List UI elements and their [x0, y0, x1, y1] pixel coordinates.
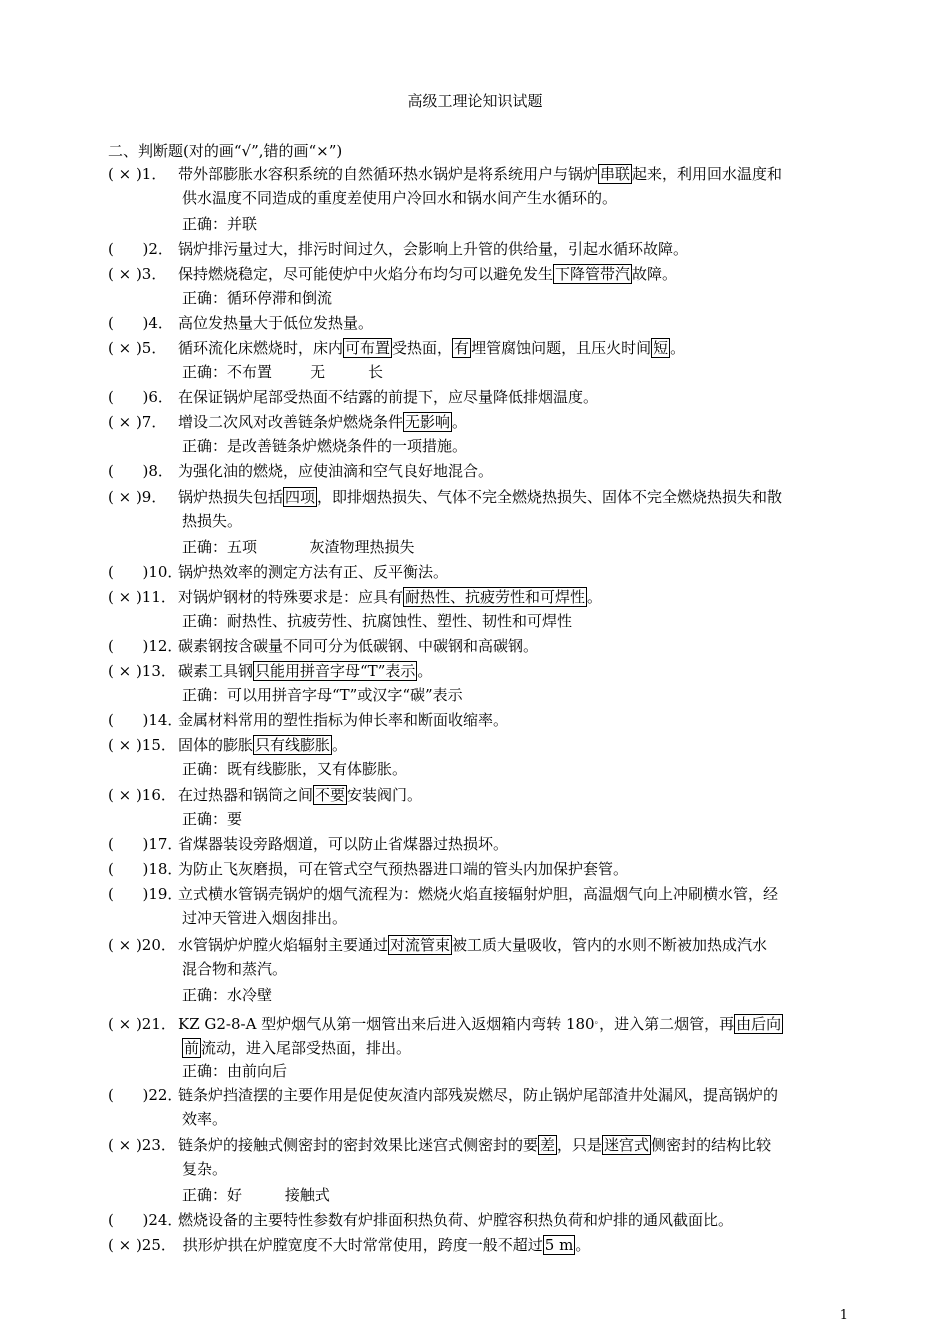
question-19: ( )19．立式横水管锅壳锅炉的烟气流程为：燃烧火焰直接辐射炉胆，高温烟气向上冲刷横水管，经 过冲天管进入烟囱排出。 — [108, 885, 779, 927]
boxed-term: 无影响 — [405, 413, 451, 431]
question-22: ( )22．链条炉挡渣摆的主要作用是促使灰渣内部残炭燃尽，防止锅炉尾部渣井处漏风，提高锅炉的 效率。 — [108, 1086, 779, 1128]
answer-mark: ( × )1． — [108, 165, 167, 183]
boxed-term: 可布置 — [345, 339, 391, 357]
question-10: ( )10．锅炉热效率的测定方法有正、反平衡法。 — [108, 563, 449, 581]
boxed-term: 只能用拼音字母“T”表示 — [255, 662, 416, 680]
boxed-term: 5 m — [544, 1236, 574, 1254]
correction: 正确：由前向后 — [182, 1062, 288, 1080]
question-5: ( × )5． 循环流化床燃烧时，床内 可布置 受热面， 有 埋管腐蚀问题，且压火时间 短 。 — [108, 339, 686, 357]
correction: 正确：五项 灰渣物理热损失 — [182, 538, 415, 556]
section-heading: 二、判断题(对的画“√”,错的画“×”) — [108, 142, 343, 160]
question-9: ( × )9． 锅炉热损失包括 四项 ，即排烟热损失、气体不完全燃烧热损失、固体不完全燃烧热损失和散 热损失。 — [108, 488, 783, 530]
question-25: ( × )25． 拱形炉拱在炉膛宽度不大时常常使用，跨度一般不超过 5 m 。 — [108, 1236, 591, 1254]
question-6: ( )6． 在保证锅炉尾部受热面不结露的前提下，应尽量降低排烟温度。 — [108, 388, 599, 406]
boxed-term: 短 — [653, 339, 669, 357]
correction: 正确：既有线膨胀，又有体膨胀。 — [182, 760, 408, 778]
boxed-term: 下降管带汽 — [555, 265, 631, 283]
boxed-term: 只有线膨胀 — [255, 736, 331, 754]
question-8: ( )8． 为强化油的燃烧，应使油滴和空气良好地混合。 — [108, 462, 494, 480]
question-4: ( )4． 高位发热量大于低位发热量。 — [108, 314, 374, 332]
correction: 正确：循环停滞和倒流 — [182, 289, 333, 307]
question-3: ( × )3． 保持燃烧稳定，尽可能使炉中火焰分布均匀可以避免发生 下降管带汽 故障。 — [108, 265, 678, 283]
question-13: ( × )13． 碳素工具钢 只能用拼音字母“T”表示 。 — [108, 662, 433, 680]
boxed-term: 串联 — [600, 165, 631, 183]
correction: 正确：水冷壁 — [182, 986, 273, 1004]
correction: 正确：不布置 无 长 — [182, 363, 384, 381]
question-12: ( )12．碳素钢按含碳量不同可分为低碳钢、中碳钢和高碳钢。 — [108, 637, 539, 655]
question-17: ( )17．省煤器装设旁路烟道，可以防止省煤器过热损坏。 — [108, 835, 509, 853]
question-24: ( )24．燃烧设备的主要特性参数有炉排面积热负荷、炉膛容积热负荷和炉排的通风截面比。 — [108, 1211, 734, 1229]
document-title: 高级工理论知识试题 — [407, 92, 543, 110]
correction: 正确：耐热性、抗疲劳性、抗腐蚀性、塑性、韧性和可焊性 — [182, 612, 573, 630]
boxed-term: 迷宫式 — [604, 1136, 650, 1154]
question-16: ( × )16． 在过热器和锅筒之间 不要 安装阀门。 — [108, 786, 423, 804]
page-number: 1 — [839, 1308, 848, 1323]
boxed-term: 对流管束 — [390, 936, 451, 954]
correction: 正确：是改善链条炉燃烧条件的一项措施。 — [182, 437, 468, 455]
boxed-term: 四项 — [285, 488, 316, 506]
question-23: ( × )23． 链条炉的接触式侧密封的密封效果比迷宫式侧密封的要 差 ，只是 迷宫式 侧密封的结构比较 复杂。 — [108, 1136, 772, 1178]
question-2: ( )2． 锅炉排污量过大，排污时间过久，会影响上升管的供给量，引起水循环故障。 — [108, 240, 689, 258]
boxed-term: 由后向 — [736, 1015, 782, 1033]
question-1: ( × )1． 带外部膨胀水容积系统的自然循环热水锅炉是将系统用户与锅炉 串联 起来，利用回水温度和 供水温度不同造成的重度差使用户冷回水和锅水间产生水循环的。 — [108, 162, 853, 210]
question-21: ( × )21． KZ G2-8-A 型炉烟气从第一烟管出来后进入返烟箱内弯转 180。，进入第二烟管，再 由后向 前 流动，进入尾部受热面，排出。 — [108, 1015, 782, 1057]
question-11: ( × )11． 对锅炉钢材的特殊要求是：应具有 耐热性、抗疲劳性和可焊性 。 — [108, 588, 603, 606]
boxed-term: 耐热性、抗疲劳性和可焊性 — [405, 588, 586, 606]
correction: 正确：可以用拼音字母“T”或汉字“碳”表示 — [182, 686, 463, 704]
correction: 正确：好 接触式 — [182, 1186, 330, 1204]
question-7: ( × )7． 增设二次风对改善链条炉燃烧条件 无影响 。 — [108, 413, 468, 431]
question-20: ( × )20． 水管锅炉炉膛火焰辐射主要通过 对流管束 被工质大量吸收，管内的水则不断被加热成汽水 混合物和蒸汽。 — [108, 936, 768, 978]
question-18: ( )18．为防止飞灰磨损，可在管式空气预热器进口端的管头内加保护套管。 — [108, 860, 629, 878]
boxed-term: 差 — [540, 1136, 556, 1154]
correction: 正确：要 — [182, 810, 243, 828]
boxed-term: 不要 — [315, 786, 346, 804]
correction: 正确：并联 — [182, 215, 258, 233]
boxed-term: 前 — [184, 1039, 200, 1057]
question-15: ( × )15． 固体的膨胀 只有线膨胀 。 — [108, 736, 348, 754]
boxed-term: 有 — [454, 339, 470, 357]
question-14: ( )14．金属材料常用的塑性指标为伸长率和断面收缩率。 — [108, 711, 509, 729]
